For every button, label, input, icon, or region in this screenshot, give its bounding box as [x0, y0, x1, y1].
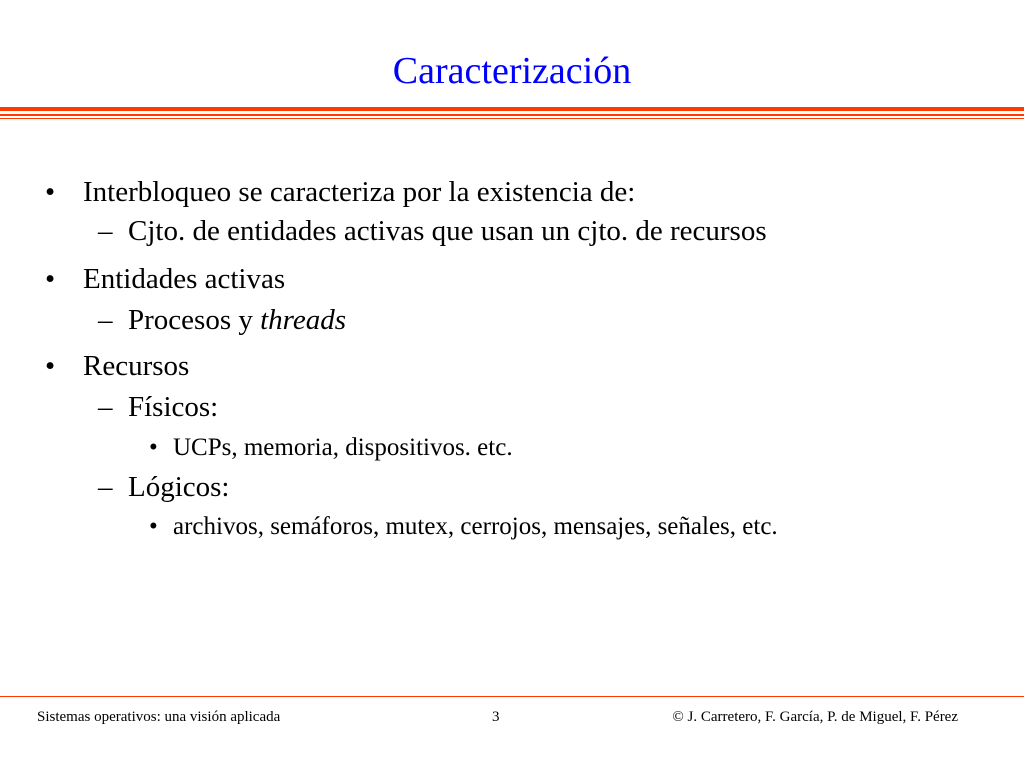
slide-title: Caracterización — [392, 50, 632, 92]
bullet-interbloqueo — [45, 176, 636, 208]
subsubbullet-text: archivos, semáforos, mutex, cerrojos, mensajes, señales, etc. — [173, 513, 778, 540]
subbullet-emphasis: threads — [260, 304, 347, 336]
bullet-entidades — [45, 263, 286, 295]
subbullet-text: Lógicos: — [128, 471, 230, 503]
bullet-text: Recursos — [83, 350, 190, 382]
bullet-marker: • — [149, 513, 158, 540]
bullet-marker: • — [45, 350, 56, 382]
bullet-recursos — [45, 350, 190, 382]
dash-marker: – — [98, 391, 113, 423]
footer-rule — [0, 696, 1024, 697]
bullet-marker: • — [45, 176, 56, 208]
footer-page-number: 3 — [492, 709, 500, 725]
dash-marker: – — [98, 471, 113, 503]
dash-marker: – — [98, 304, 113, 336]
subbullet-cjto — [98, 215, 767, 247]
footer-copyright: © J. Carretero, F. García, P. de Miguel, F. Pérez — [672, 709, 958, 725]
bullet-marker: • — [45, 263, 56, 295]
subsubbullet-text: UCPs, memoria, dispositivos. etc. — [173, 434, 513, 461]
subbullet-logicos — [98, 471, 230, 503]
subbullet-text: Físicos: — [128, 391, 219, 423]
dash-marker: – — [98, 215, 113, 247]
bullet-marker: • — [149, 434, 158, 461]
subbullet-fisicos — [98, 391, 219, 423]
subbullet-procesos — [98, 304, 347, 336]
subsubbullet-ucps — [149, 434, 513, 461]
footer-book-title: Sistemas operativos: una visión aplicada — [37, 709, 281, 725]
bullet-text: Entidades activas — [83, 263, 286, 295]
bullet-text: Interbloqueo se caracteriza por la existencia de: — [83, 176, 636, 208]
subbullet-text: Procesos y — [128, 304, 261, 336]
subbullet-text: Cjto. de entidades activas que usan un cjto. de recursos — [128, 215, 767, 247]
subsubbullet-archivos — [149, 513, 778, 540]
